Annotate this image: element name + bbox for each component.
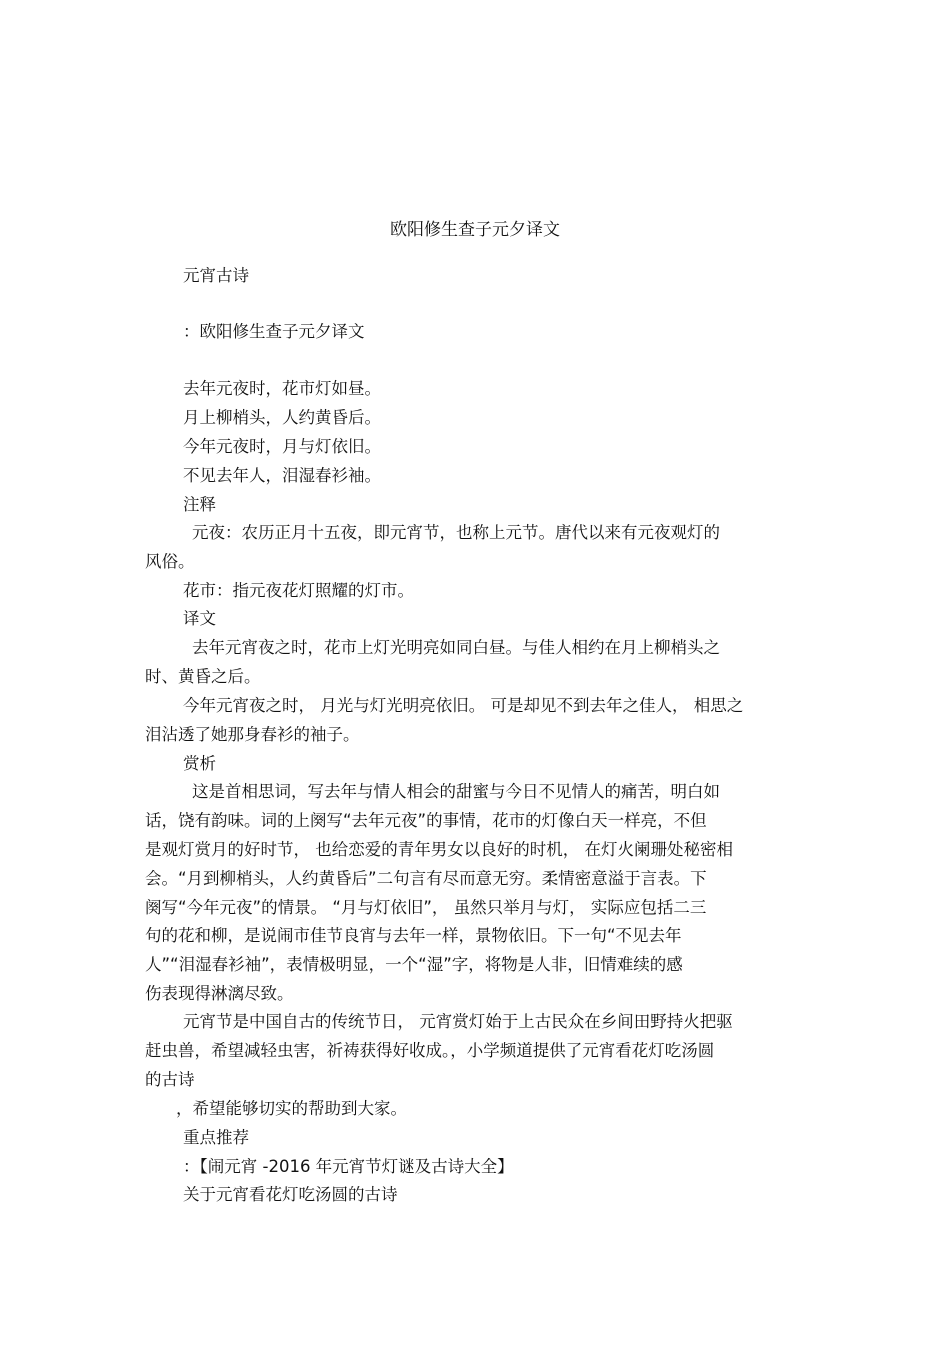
paragraph-line: 元夜：农历正月十五夜，即元宵节，也称上元节。唐代以来有元夜观灯的: [192, 523, 720, 542]
paragraph-line: 是观灯赏月的好时节， 也给恋爱的青年男女以良好的时机， 在灯火阑珊处秘密相: [145, 840, 733, 859]
recommended-link[interactable]: ：【闹元宵 -2016 年元宵节灯谜及古诗大全】: [183, 1157, 514, 1176]
section-heading: 注释: [183, 495, 216, 514]
paragraph-line: 句的花和柳，是说闹市佳节良宵与去年一样，景物依旧。下一句“不见去年: [145, 926, 682, 945]
paragraph-line: 阕写“今年元夜”的情景。 “月与灯依旧”， 虽然只举月与灯， 实际应包括二三: [145, 898, 707, 917]
paragraph-line: 元宵节是中国自古的传统节日， 元宵赏灯始于上古民众在乡间田野持火把驱: [183, 1012, 733, 1031]
related-link[interactable]: 关于元宵看花灯吃汤圆的古诗: [183, 1185, 398, 1204]
poem-line: 去年元夜时，花市灯如昼。: [183, 379, 381, 398]
section-heading: 赏析: [183, 754, 216, 773]
paragraph-line: 话，饶有韵味。词的上阕写“去年元夜”的事情，花市的灯像白天一样亮，不但: [145, 811, 707, 830]
subtitle-line: ：欧阳修生查子元夕译文: [183, 322, 365, 341]
paragraph-line: 泪沾透了她那身春衫的袖子。: [145, 725, 360, 744]
section-heading: 元宵古诗: [183, 266, 249, 285]
paragraph-line: 风俗。: [145, 552, 195, 571]
section-heading: 译文: [183, 609, 216, 628]
poem-line: 不见去年人，泪湿春衫袖。: [183, 466, 381, 485]
paragraph-line: 的古诗: [145, 1070, 195, 1089]
section-heading: 重点推荐: [183, 1128, 249, 1147]
paragraph-line: ，希望能够切实的帮助到大家。: [176, 1099, 407, 1118]
paragraph-line: 伤表现得淋漓尽致。: [145, 984, 294, 1003]
poem-line: 月上柳梢头，人约黄昏后。: [183, 408, 381, 427]
paragraph-line: 今年元宵夜之时， 月光与灯光明亮依旧。 可是却见不到去年之佳人， 相思之: [183, 696, 744, 715]
paragraph-line: 这是首相思词，写去年与情人相会的甜蜜与今日不见情人的痛苦，明白如: [192, 782, 720, 801]
paragraph-line: 去年元宵夜之时，花市上灯光明亮如同白昼。与佳人相约在月上柳梢头之: [192, 638, 720, 657]
paragraph-line: 会。“月到柳梢头，人约黄昏后”二句言有尽而意无穷。柔情密意溢于言表。下: [145, 869, 707, 888]
paragraph-line: 赶虫兽，希望减轻虫害，祈祷获得好收成。，小学频道提供了元宵看花灯吃汤圆: [145, 1041, 715, 1060]
poem-line: 今年元夜时，月与灯依旧。: [183, 437, 381, 456]
document-title: 欧阳修生查子元夕译文: [390, 220, 560, 240]
paragraph-line: 花市：指元夜花灯照耀的灯市。: [183, 581, 414, 600]
paragraph-line: 人”“泪湿春衫袖”，表情极明显，一个“湿”字，将物是人非，旧情难续的感: [145, 955, 683, 974]
paragraph-line: 时、黄昏之后。: [145, 667, 261, 686]
